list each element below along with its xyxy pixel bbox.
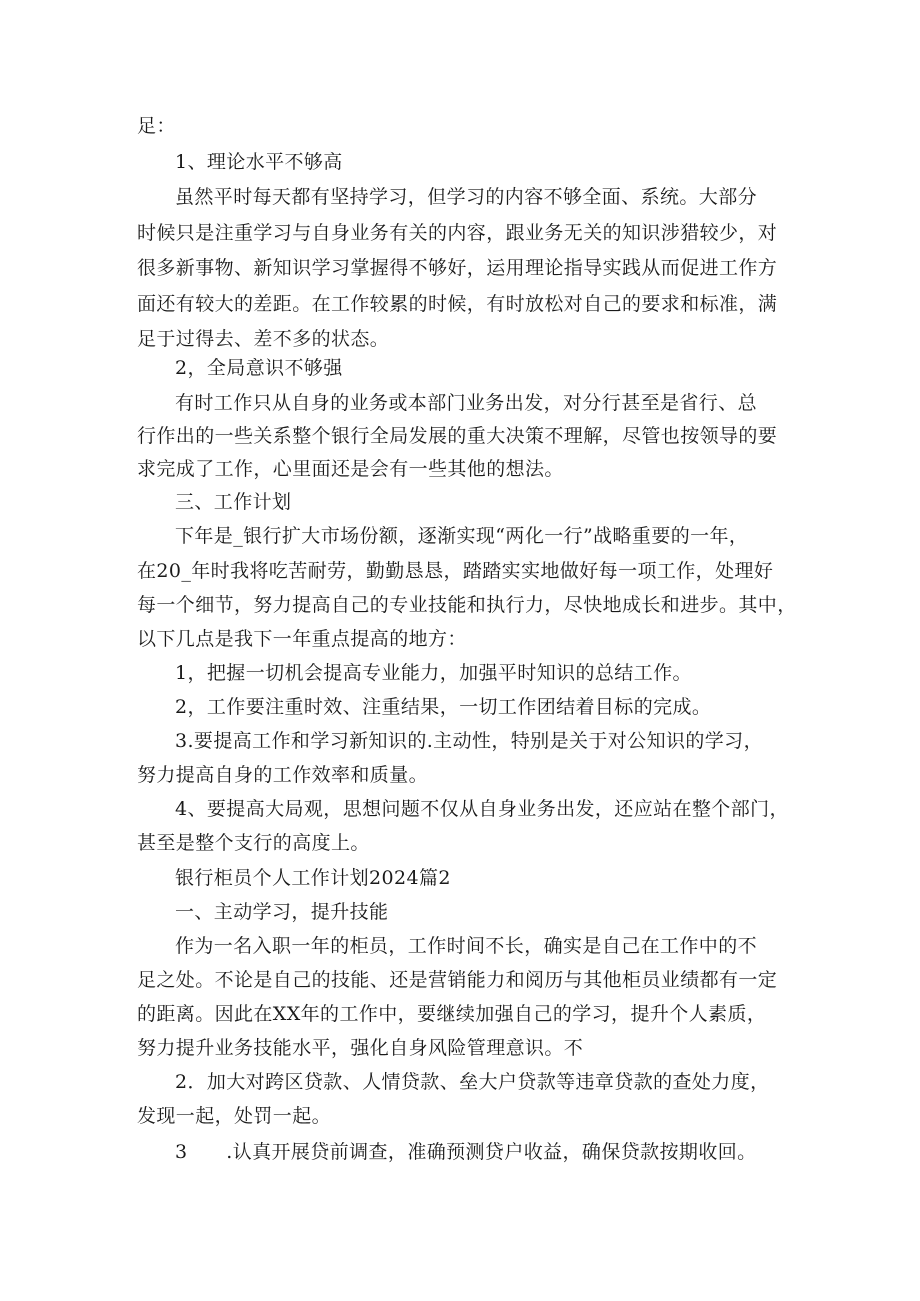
list-item: 2，工作要注重时效、注重结果，一切工作团结着目标的完成。 bbox=[175, 696, 712, 718]
list-item: 3 .认真开展贷前调查，准确预测贷户收益，确保贷款按期收回。 bbox=[175, 1141, 757, 1163]
text-line: 下年是_银行扩大市场份额，逐渐实现“两化一行”战略重要的一年， bbox=[175, 525, 749, 547]
text-line: 以下几点是我下一年重点提高的地方： bbox=[137, 628, 467, 650]
text-line: 甚至是整个支行的高度上。 bbox=[137, 832, 370, 854]
text-line: 足于过得去、差不多的状态。 bbox=[137, 328, 390, 350]
list-item: 3.要提高工作和学习新知识的.主动性，特别是关于对公知识的学习， bbox=[175, 730, 763, 752]
text-line: 很多新事物、新知识学习掌握得不够好，运用理论指导实践从而促进工作方 bbox=[137, 257, 778, 279]
text-line: 求完成了工作，心里面还是会有一些其他的想法。 bbox=[137, 458, 564, 480]
text-line: 努力提高自身的工作效率和质量。 bbox=[137, 764, 429, 786]
section-heading: 2，全局意识不够强 bbox=[175, 357, 343, 379]
text-line: 每一个细节，努力提高自己的专业技能和执行力，尽快地成长和进步。其中， bbox=[137, 594, 797, 616]
text-line: 足之处。不论是自己的技能、还是营销能力和阅历与其他柜员业绩都有一定 bbox=[137, 969, 778, 991]
text-line: 时候只是注重学习与自身业务有关的内容，跟业务无关的知识涉猎较少，对 bbox=[137, 222, 778, 244]
text-line: 在20_年时我将吃苦耐劳，勤勤恳恳，踏踏实实地做好每一项工作，处理好 bbox=[137, 560, 774, 582]
text-line: 有时工作只从自身的业务或本部门业务出发，对分行甚至是省行、总 bbox=[175, 392, 758, 414]
list-item: 2．加大对跨区贷款、人情贷款、垒大户贷款等违章贷款的查处力度， bbox=[175, 1071, 770, 1093]
section-heading: 一、主动学习，提升技能 bbox=[175, 901, 389, 923]
list-item: 4、要提高大局观，思想问题不仅从自身业务出发，还应站在整个部门， bbox=[175, 798, 789, 820]
text-line: 的距离。因此在XX年的工作中，要继续加强自己的学习，提升个人素质， bbox=[137, 1003, 767, 1025]
text-line: 足： bbox=[137, 115, 176, 137]
list-item: 1，把握一切机会提高专业能力，加强平时知识的总结工作。 bbox=[175, 662, 692, 684]
section-heading: 1、理论水平不够高 bbox=[175, 151, 343, 173]
section-heading: 银行柜员个人工作计划2024篇2 bbox=[175, 867, 451, 889]
text-line: 作为一名入职一年的柜员，工作时间不长，确实是自己在工作中的不 bbox=[175, 935, 758, 957]
text-line: 行作出的一些关系整个银行全局发展的重大决策不理解，尽管也按领导的要 bbox=[137, 425, 778, 447]
text-line: 努力提升业务技能水平，强化自身风险管理意识。不 bbox=[137, 1037, 584, 1059]
section-heading: 三、工作计划 bbox=[175, 491, 292, 513]
text-line: 面还有较大的差距。在工作较累的时候，有时放松对自己的要求和标准，满 bbox=[137, 293, 778, 315]
text-line: 发现一起，处罚一起。 bbox=[137, 1105, 332, 1127]
text-line: 虽然平时每天都有坚持学习，但学习的内容不够全面、系统。大部分 bbox=[175, 186, 758, 208]
